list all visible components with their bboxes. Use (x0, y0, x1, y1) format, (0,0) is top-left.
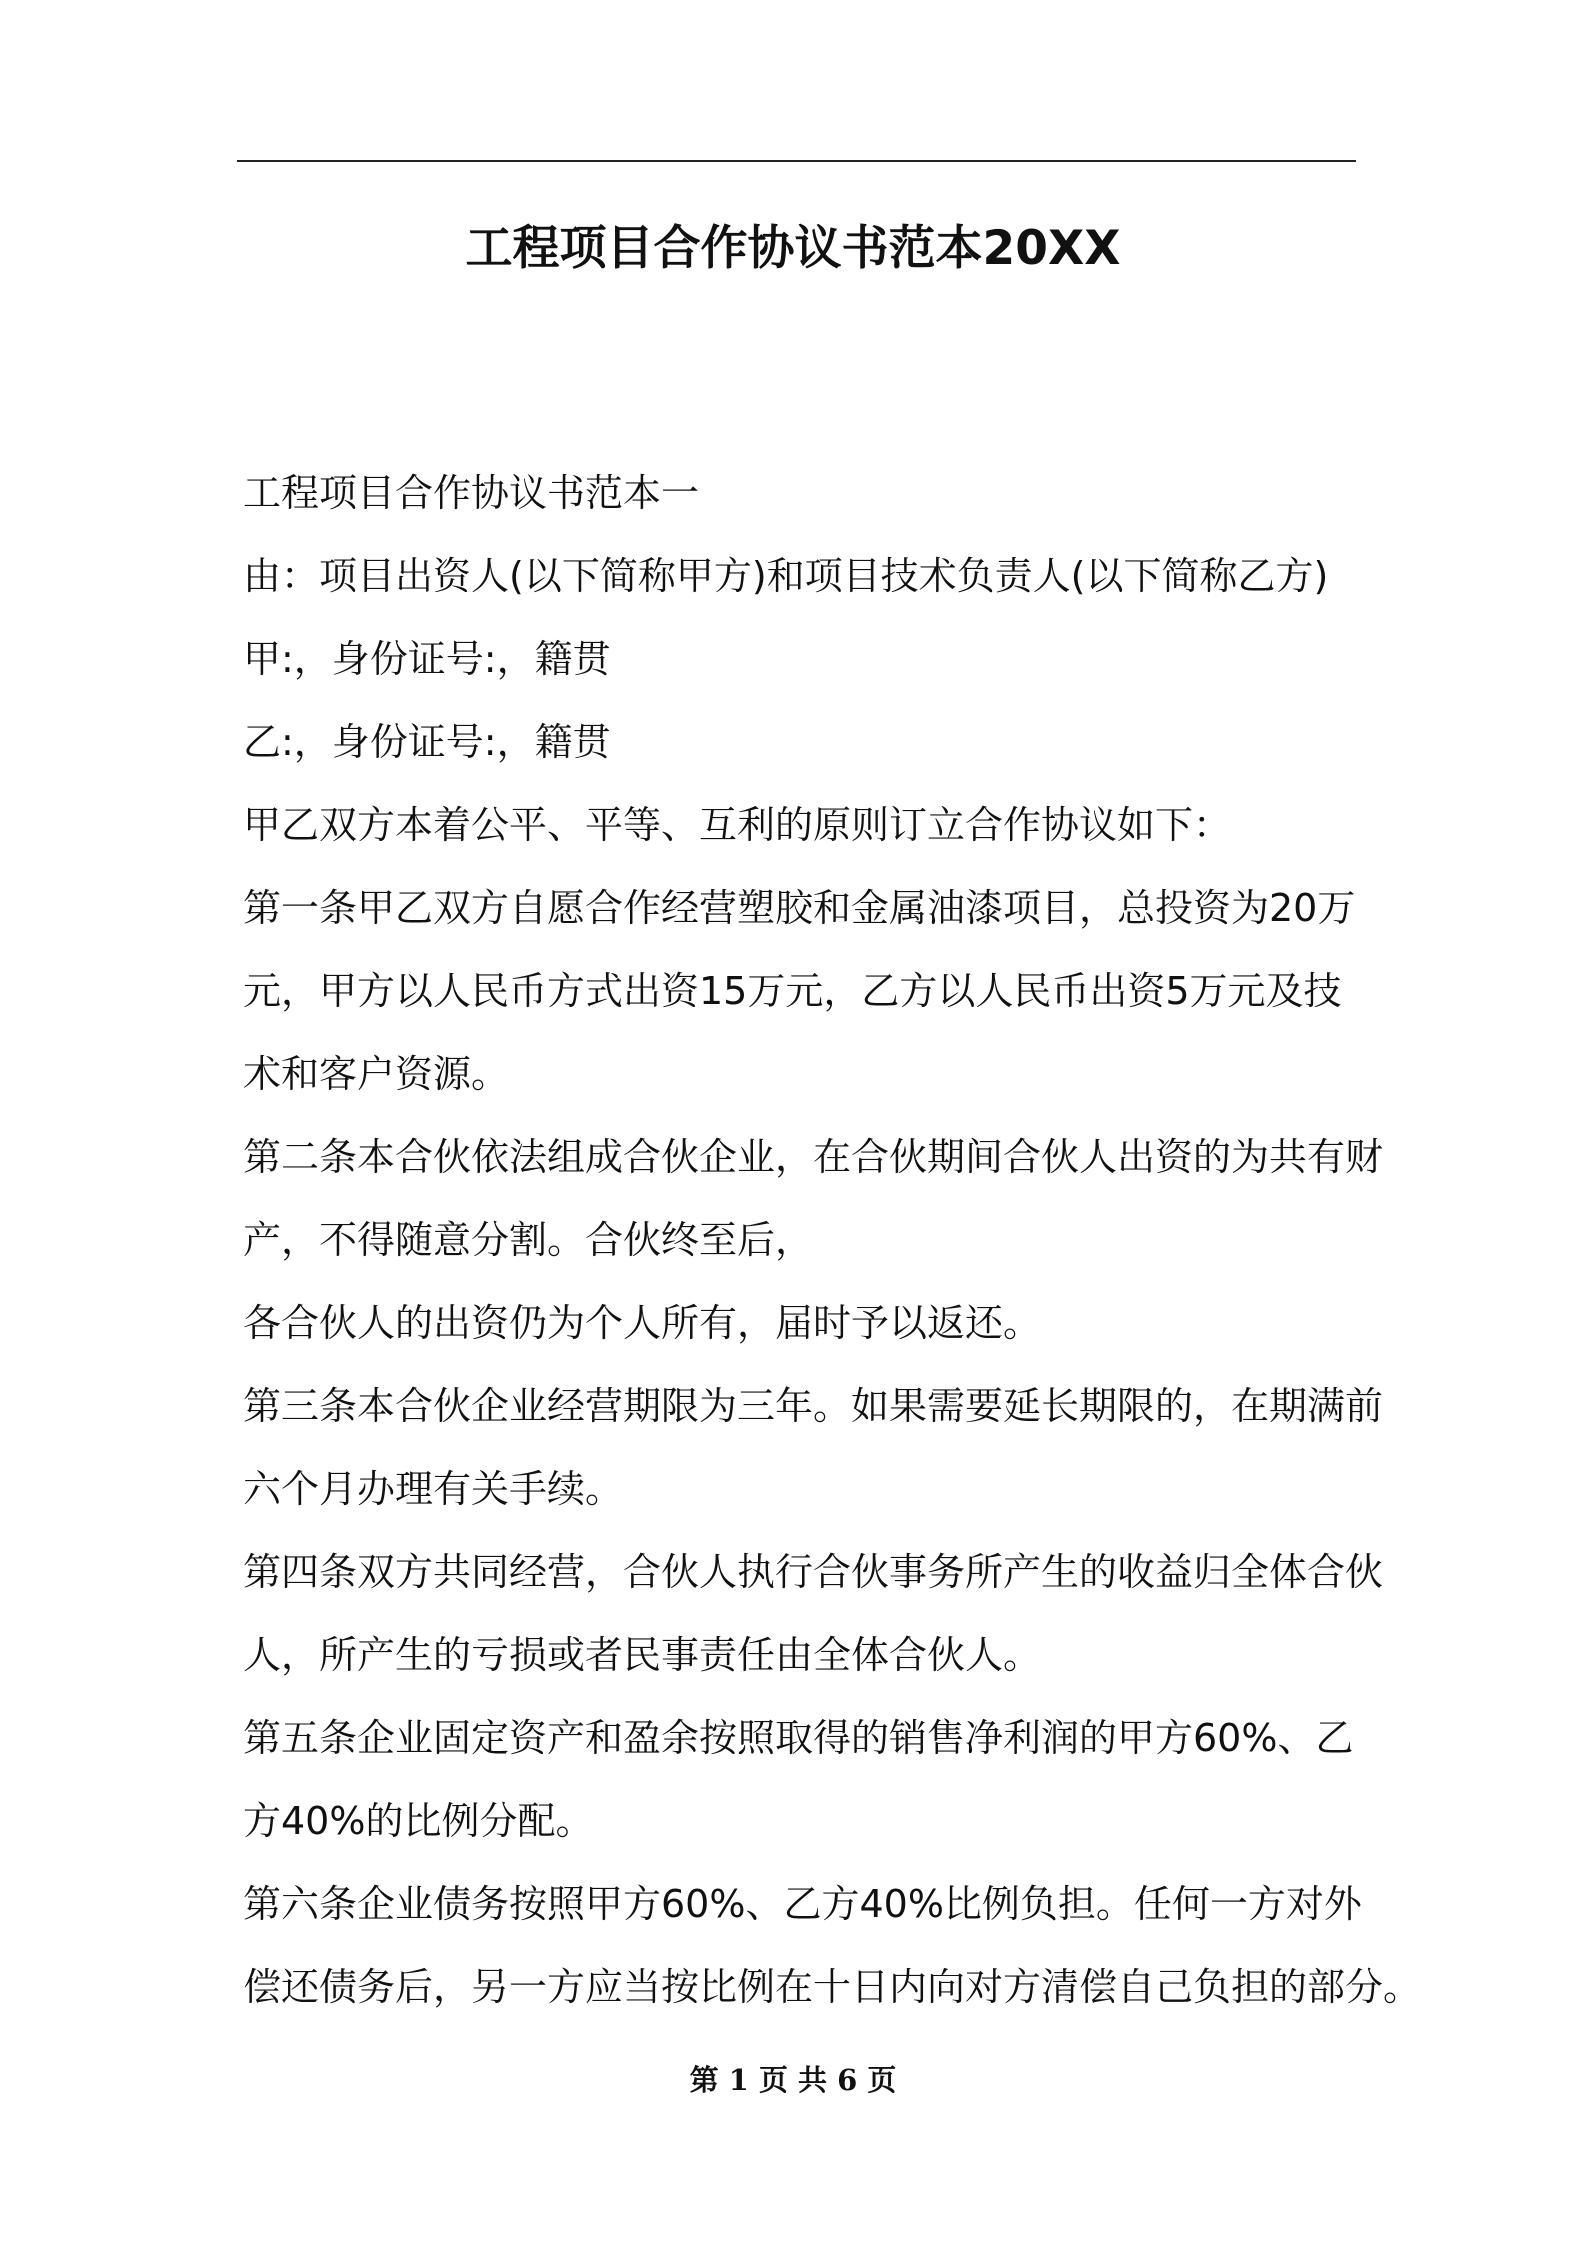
article-4-line-2: 人，所产生的亏损或者民事责任由全体合伙人。 (243, 1633, 1042, 1677)
article-5-line-1: 第五条企业固定资产和盈余按照取得的销售净利润的甲方60%、乙 (243, 1716, 1354, 1760)
preamble-line: 甲乙双方本着公平、平等、互利的原则订立合作协议如下： (243, 803, 1232, 847)
page-number-footer: 第 1 页 共 6 页 (689, 2063, 897, 2097)
article-2-line-1: 第二条本合伙依法组成合伙企业，在合伙期间合伙人出资的为共有财 (243, 1135, 1384, 1179)
party-b-line: 乙:，身份证号:，籍贯 (243, 720, 611, 764)
article-1-line-3: 术和客户资源。 (243, 1052, 510, 1096)
article-2-line-2: 产，不得随意分割。合伙终至后， (243, 1218, 814, 1262)
article-1-line-1: 第一条甲乙双方自愿合作经营塑胶和金属油漆项目，总投资为20万 (243, 886, 1356, 930)
article-1-line-2: 元，甲方以人民币方式出资15万元，乙方以人民币出资5万元及技 (243, 969, 1342, 1013)
party-a-line: 甲:，身份证号:，籍贯 (243, 637, 611, 681)
article-2-line-3: 各合伙人的出资仍为个人所有，届时予以返还。 (243, 1301, 1042, 1345)
article-3-line-1: 第三条本合伙企业经营期限为三年。如果需要延长期限的，在期满前 (243, 1384, 1384, 1428)
article-5-line-2: 方40%的比例分配。 (243, 1799, 594, 1843)
document-title: 工程项目合作协议书范本20XX (465, 221, 1121, 276)
article-4-line-1: 第四条双方共同经营，合伙人执行合伙事务所产生的收益归全体合伙 (243, 1550, 1384, 1594)
parties-intro: 由：项目出资人(以下简称甲方)和项目技术负责人(以下简称乙方) (243, 554, 1329, 598)
article-3-line-2: 六个月办理有关手续。 (243, 1467, 624, 1511)
article-6-line-1: 第六条企业债务按照甲方60%、乙方40%比例负担。任何一方对外 (243, 1882, 1362, 1926)
subheading: 工程项目合作协议书范本一 (243, 471, 700, 515)
header-rule (237, 160, 1356, 162)
article-6-line-2: 偿还债务后，另一方应当按比例在十日内向对方清偿自己负担的部分。 (243, 1965, 1422, 2009)
document-body (243, 452, 1422, 2029)
